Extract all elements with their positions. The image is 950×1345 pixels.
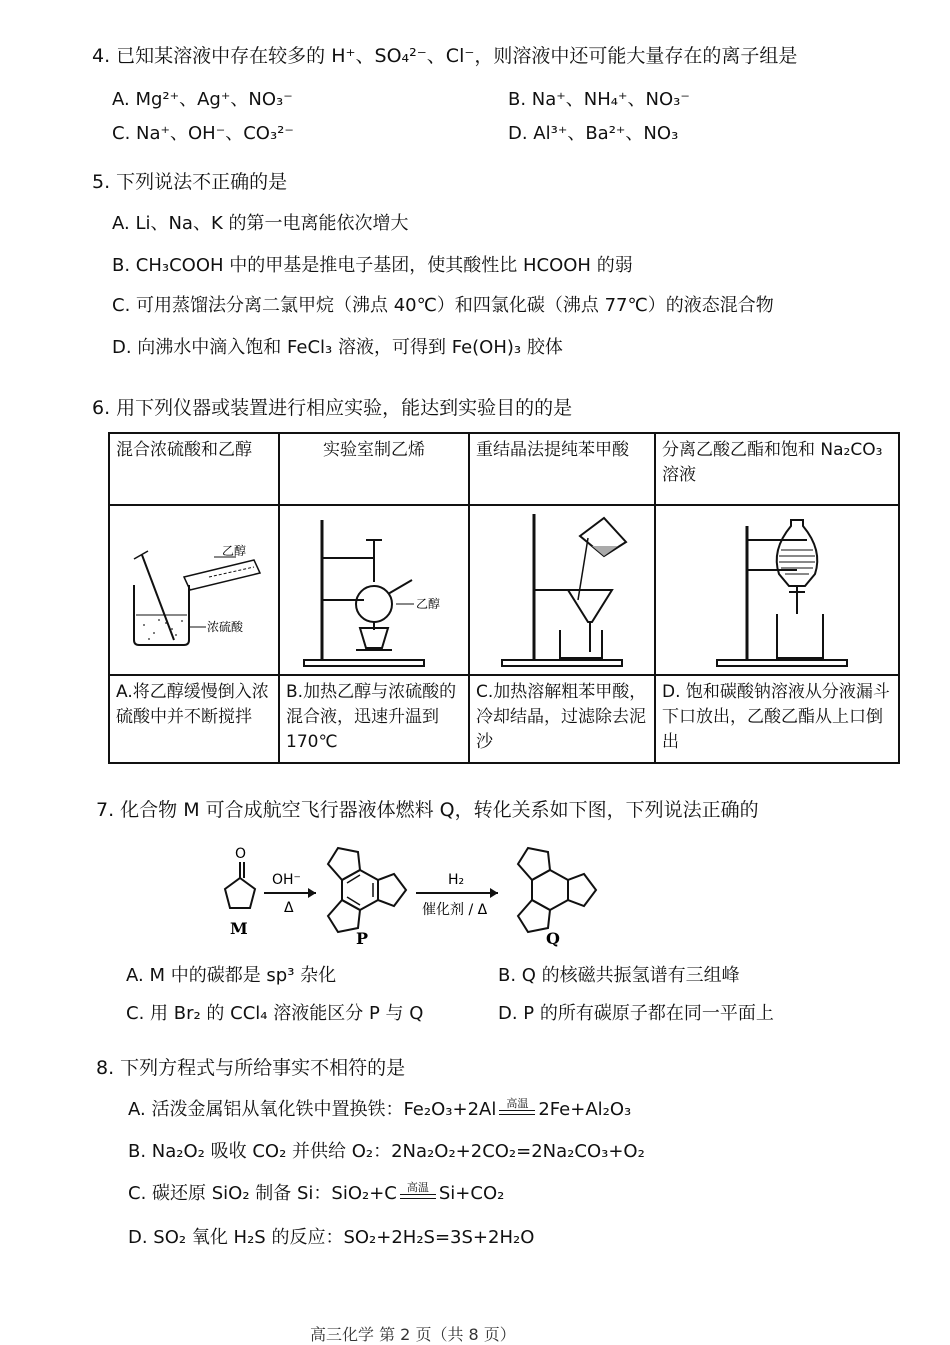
q5-option-c: C. 可用蒸馏法分离二氯甲烷（沸点 40℃）和四氯化碳（沸点 77℃）的液态混合物 bbox=[112, 295, 774, 316]
q8-c-reactants: C. 碳还原 SiO₂ 制备 Si：SiO₂+C bbox=[128, 1183, 397, 1204]
page-footer: 高三化学 第 2 页（共 8 页） bbox=[310, 1325, 516, 1344]
header-c: 重结晶法提纯苯甲酸 bbox=[469, 433, 655, 505]
q7-option-b: B. Q 的核磁共振氢谱有三组峰 bbox=[498, 965, 740, 986]
q4-stem: 4. 已知某溶液中存在较多的 H⁺、SO₄²⁻、Cl⁻，则溶液中还可能大量存在的离子组是 bbox=[92, 45, 798, 67]
equals-sign-a bbox=[499, 1110, 535, 1115]
catalyst-condition: 催化剂 / Δ bbox=[422, 902, 488, 918]
caption-d: D. 饱和碳酸钠溶液从分液漏斗下口放出，乙酸乙酯从上口倒出 bbox=[655, 675, 899, 763]
q8-option-a bbox=[128, 1098, 631, 1122]
header-a: 混合浓硫酸和乙醇 bbox=[109, 433, 279, 505]
q7-option-a: A. M 中的碳都是 sp³ 杂化 bbox=[126, 965, 337, 986]
apparatus-c-cell bbox=[469, 505, 655, 675]
header-d: 分离乙酸乙酯和饱和 Na₂CO₃ 溶液 bbox=[655, 433, 899, 505]
apparatus-d-cell bbox=[655, 505, 899, 675]
mixing-beaker-diagram bbox=[114, 515, 274, 665]
label-conc-acid: 浓硫酸 bbox=[207, 620, 244, 634]
label-ethanol: 乙醇 bbox=[222, 544, 247, 558]
q7-option-c: C. 用 Br₂ 的 CCl₄ 溶液能区分 P 与 Q bbox=[126, 1003, 424, 1024]
high-temp-arrow-a bbox=[499, 1098, 535, 1122]
q7-stem: 7. 化合物 M 可合成航空飞行器液体燃料 Q，转化关系如下图，下列说法正确的 bbox=[96, 799, 759, 821]
q8-option-d: D. SO₂ 氧化 H₂S 的反应：SO₂+2H₂S=3S+2H₂O bbox=[128, 1227, 535, 1248]
apparatus-b-cell bbox=[279, 505, 469, 675]
q5-stem: 5. 下列说法不正确的是 bbox=[92, 171, 288, 193]
q4-option-b: B. Na⁺、NH₄⁺、NO₃⁻ bbox=[508, 89, 690, 110]
q4-option-c: C. Na⁺、OH⁻、CO₃²⁻ bbox=[112, 123, 294, 144]
apparatus-a-cell bbox=[109, 505, 279, 675]
equals-sign-c bbox=[400, 1194, 436, 1199]
q5-option-b: B. CH₃COOH 中的甲基是推电子基团，使其酸性比 HCOOH 的弱 bbox=[112, 255, 633, 276]
apparatus-table bbox=[108, 432, 900, 764]
q5-option-d: D. 向沸水中滴入饱和 FeCl₃ 溶液，可得到 Fe(OH)₃ 胶体 bbox=[112, 337, 563, 358]
header-b: 实验室制乙烯 bbox=[279, 433, 469, 505]
filtration-diagram bbox=[472, 510, 652, 670]
q8-c-products: Si+CO₂ bbox=[438, 1183, 505, 1204]
reagent-hydrogen: H₂ bbox=[448, 872, 465, 888]
high-temp-label-a: 高温 bbox=[506, 1097, 529, 1110]
label-m: M bbox=[230, 919, 248, 938]
separatory-funnel-diagram bbox=[677, 510, 877, 670]
q8-a-reactants: A. 活泼金属铝从氧化铁中置换铁：Fe₂O₃+2Al bbox=[128, 1099, 497, 1120]
q4-option-d: D. Al³⁺、Ba²⁺、NO₃ bbox=[508, 123, 679, 144]
q8-stem: 8. 下列方程式与所给事实不相符的是 bbox=[96, 1057, 406, 1079]
high-temp-label-c: 高温 bbox=[406, 1181, 429, 1194]
label-q: Q bbox=[546, 929, 560, 948]
q4-option-a: A. Mg²⁺、Ag⁺、NO₃⁻ bbox=[112, 89, 293, 110]
q8-a-products: 2Fe+Al₂O₃ bbox=[538, 1099, 632, 1120]
ethylene-generator-diagram bbox=[284, 510, 464, 670]
caption-c: C.加热溶解粗苯甲酸，冷却结晶，过滤除去泥沙 bbox=[469, 675, 655, 763]
q7-option-d: D. P 的所有碳原子都在同一平面上 bbox=[498, 1003, 774, 1024]
heat-1: Δ bbox=[284, 900, 294, 916]
caption-b: B.加热乙醇与浓硫酸的混合液，迅速升温到 170℃ bbox=[279, 675, 469, 763]
label-ethanol-b: 乙醇 bbox=[416, 597, 441, 611]
label-p: P bbox=[356, 929, 369, 948]
q6-stem: 6. 用下列仪器或装置进行相应实验，能达到实验目的的是 bbox=[92, 397, 573, 419]
reagent-hydroxide: OH⁻ bbox=[272, 872, 301, 888]
caption-a: A.将乙醇缓慢倒入浓硫酸中并不断搅拌 bbox=[109, 675, 279, 763]
q8-option-c bbox=[128, 1182, 504, 1206]
high-temp-arrow-c bbox=[400, 1182, 436, 1206]
q5-option-a: A. Li、Na、K 的第一电离能依次增大 bbox=[112, 213, 409, 234]
reaction-scheme bbox=[210, 838, 630, 948]
q8-option-b: B. Na₂O₂ 吸收 CO₂ 并供给 O₂：2Na₂O₂+2CO₂=2Na₂CO₃+O₂ bbox=[128, 1141, 645, 1162]
carbonyl-oxygen: O bbox=[235, 846, 247, 862]
